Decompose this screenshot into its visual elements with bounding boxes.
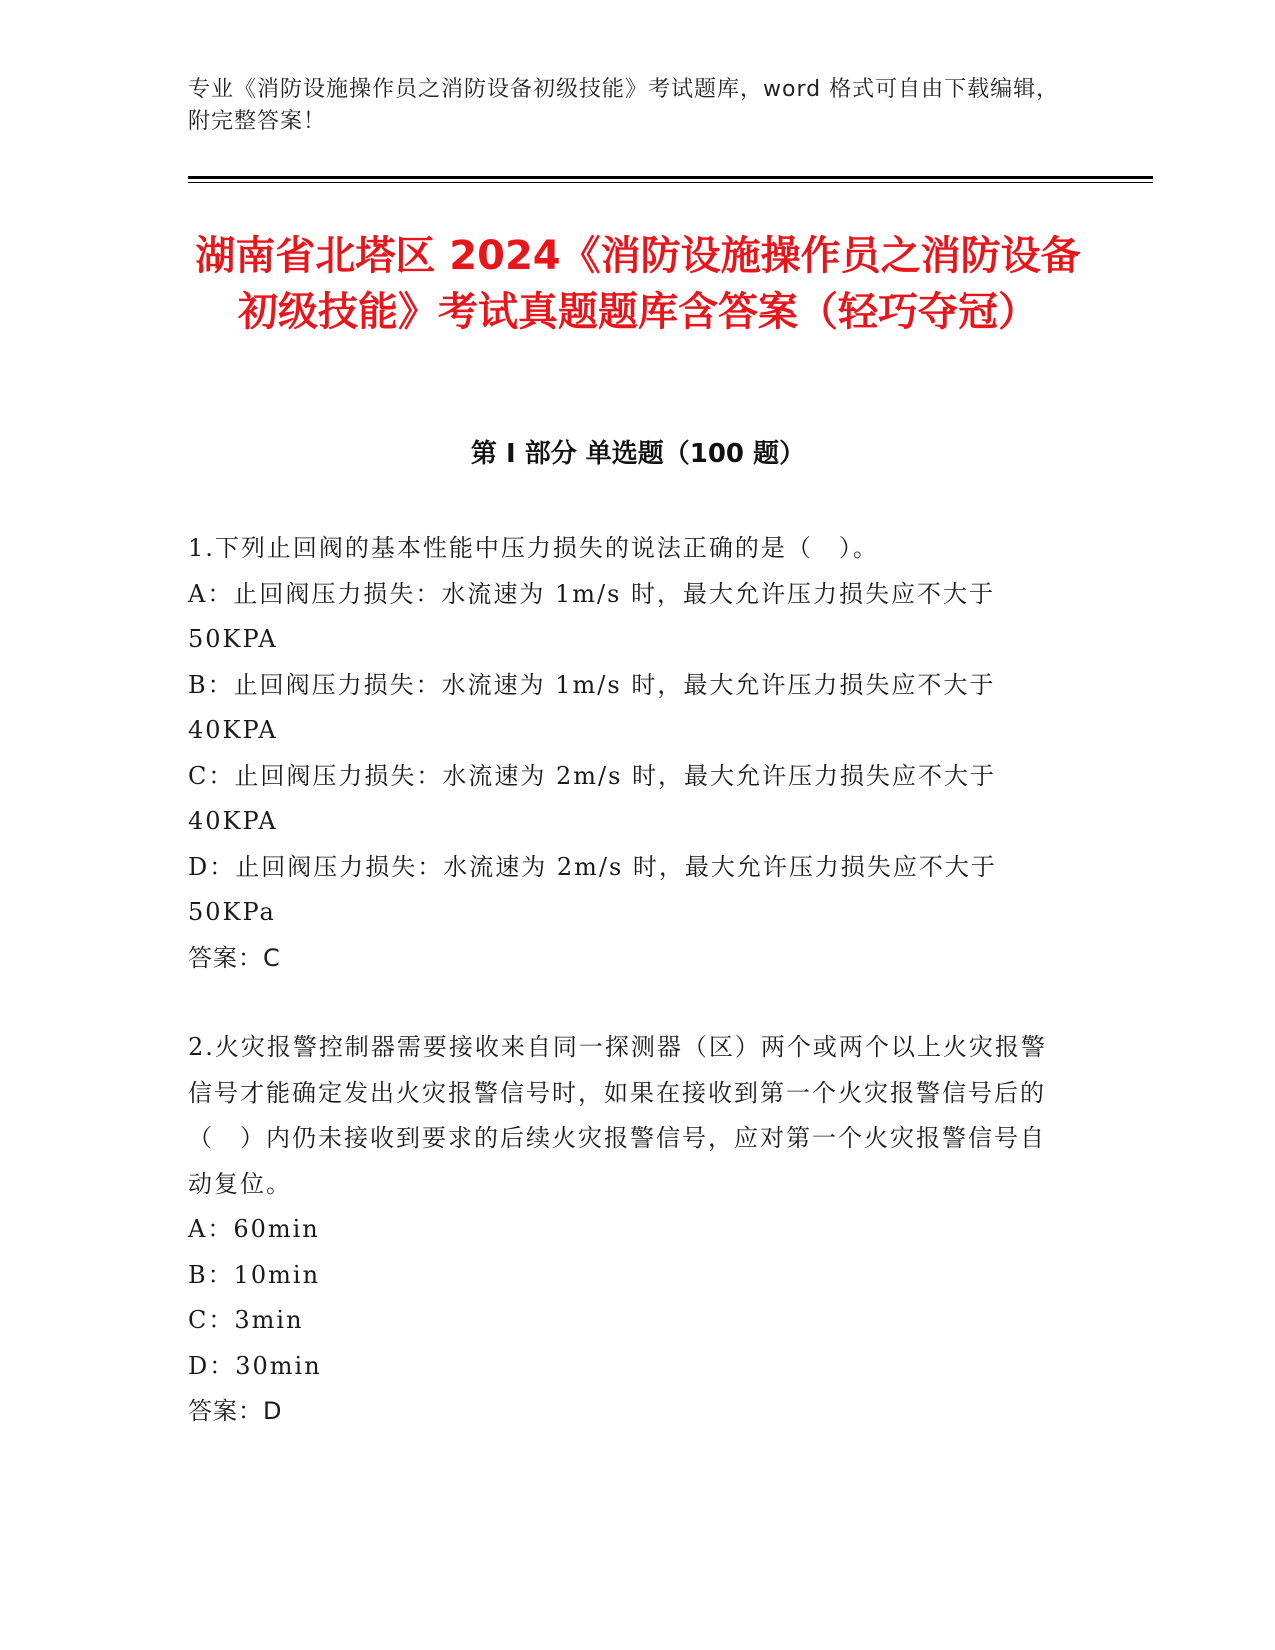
answer: 答案：D xyxy=(188,1397,283,1425)
option-b: B：止回阀压力损失：水流速为 1m/s 时，最大允许压力损失应不大于 40KPA xyxy=(188,670,996,744)
header-divider-thin xyxy=(188,182,1153,183)
header-divider-thick xyxy=(188,176,1153,179)
option-c: C：3min xyxy=(188,1306,304,1334)
option-d: D：30min xyxy=(188,1351,322,1380)
question-1 xyxy=(188,526,1058,981)
answer: 答案：C xyxy=(188,943,281,972)
question-stem: 1.下列止回阀的基本性能中压力损失的说法正确的是（ ）。 xyxy=(188,534,879,562)
option-a: A：60min xyxy=(188,1215,320,1243)
option-d: D：止回阀压力损失：水流速为 2m/s 时，最大允许压力损失应不大于 50KPa xyxy=(188,852,997,926)
option-a: A：止回阀压力损失：水流速为 1m/s 时，最大允许压力损失应不大于 50KPA xyxy=(188,579,996,653)
question-stem: 2.火灾报警控制器需要接收来自同一探测器（区）两个或两个以上火灾报警信号才能确定发出火灾报警信号时，如果在接收到第一个火灾报警信号后的（ ）内仍未接收到要求的后续火灾报警信号，应对第一个火灾报警信号自动复位。 xyxy=(188,1033,1047,1198)
section-heading: 第 I 部分 单选题（100 题） xyxy=(470,439,806,469)
option-b: B：10min xyxy=(188,1260,321,1289)
question-list xyxy=(188,526,1058,1479)
question-2 xyxy=(188,1025,1058,1435)
document-title: 湖南省北塔区 2024《消防设施操作员之消防设备初级技能》考试真题题库含答案（轻巧夺冠） xyxy=(195,233,1081,335)
header-note: 专业《消防设施操作员之消防设备初级技能》考试题库，word 格式可自由下载编辑，附完整答案！ xyxy=(188,77,1060,134)
option-c: C：止回阀压力损失：水流速为 2m/s 时，最大允许压力损失应不大于 40KPA xyxy=(188,761,997,835)
